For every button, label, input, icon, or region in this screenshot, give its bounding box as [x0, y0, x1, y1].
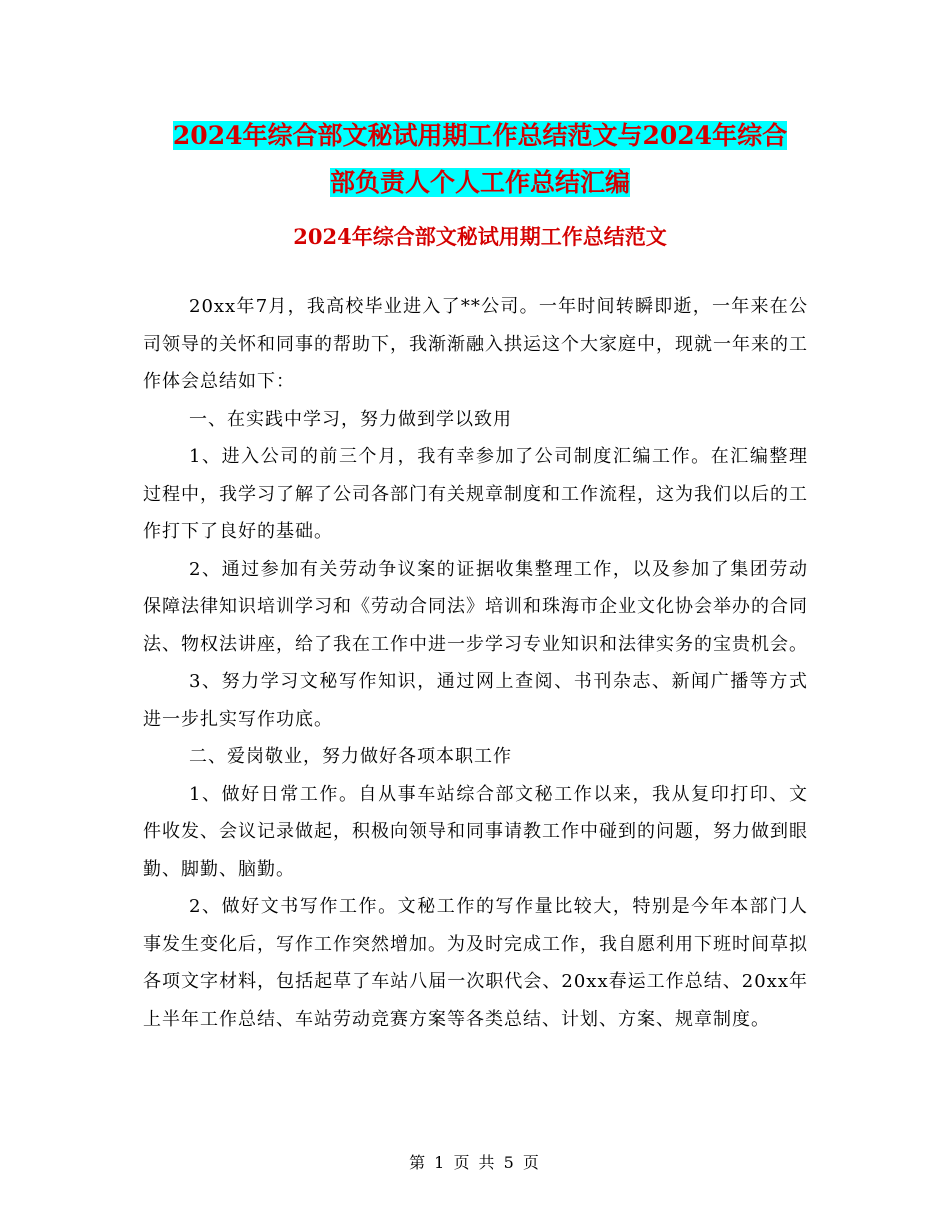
title-line-1: 2024年综合部文秘试用期工作总结范文与2024年综合: [172, 121, 788, 150]
document-title: [140, 112, 820, 206]
paragraph: 2、做好文书写作工作。文秘工作的写作量比较大，特别是今年本部门人事发生变化后，写作工作突然增加。为及时完成工作，我自愿利用下班时间草拟各项文字材料，包括起草了车站八届一次职代会、20xx春运工作总结、20xx年上半年工作总结、车站劳动竞赛方案等各类总结、计划、方案、规章制度。: [143, 896, 808, 1030]
paragraph: 3、努力学习文秘写作知识，通过网上查阅、书刊杂志、新闻广播等方式进一步扎实写作功底。: [143, 671, 808, 730]
paragraph: 一、在实践中学习，努力做到学以致用: [189, 408, 512, 430]
paragraph: 2、通过参加有关劳动争议案的证据收集整理工作，以及参加了集团劳动保障法律知识培训学习和《劳动合同法》培训和珠海市企业文化协会举办的合同法、物权法讲座，给了我在工作中进一步学习专业知识和法律实务的宝贵机会。: [143, 558, 808, 655]
paragraph: 二、爱岗敬业，努力做好各项本职工作: [189, 746, 512, 767]
section-subtitle: 2024年综合部文秘试用期工作总结范文: [293, 224, 667, 249]
title-line-2: 部负责人个人工作总结汇编: [329, 168, 630, 197]
paragraph: 1、做好日常工作。自从事车站综合部文秘工作以来，我从复印打印、文件收发、会议记录做起，积极向领导和同事请教工作中碰到的问题，努力做到眼勤、脚勤、脑勤。: [143, 783, 808, 880]
paragraph: 1、进入公司的前三个月，我有幸参加了公司制度汇编工作。在汇编整理过程中，我学习了解了公司各部门有关规章制度和工作流程，这为我们以后的工作打下了良好的基础。: [143, 446, 808, 542]
document-body: [143, 288, 808, 1038]
page-footer: 第 1 页 共 5 页: [409, 1153, 541, 1172]
paragraph: 20xx年7月，我高校毕业进入了**公司。一年时间转瞬即逝，一年来在公司领导的关怀和同事的帮助下，我渐渐融入拱运这个大家庭中，现就一年来的工作体会总结如下：: [143, 296, 808, 392]
